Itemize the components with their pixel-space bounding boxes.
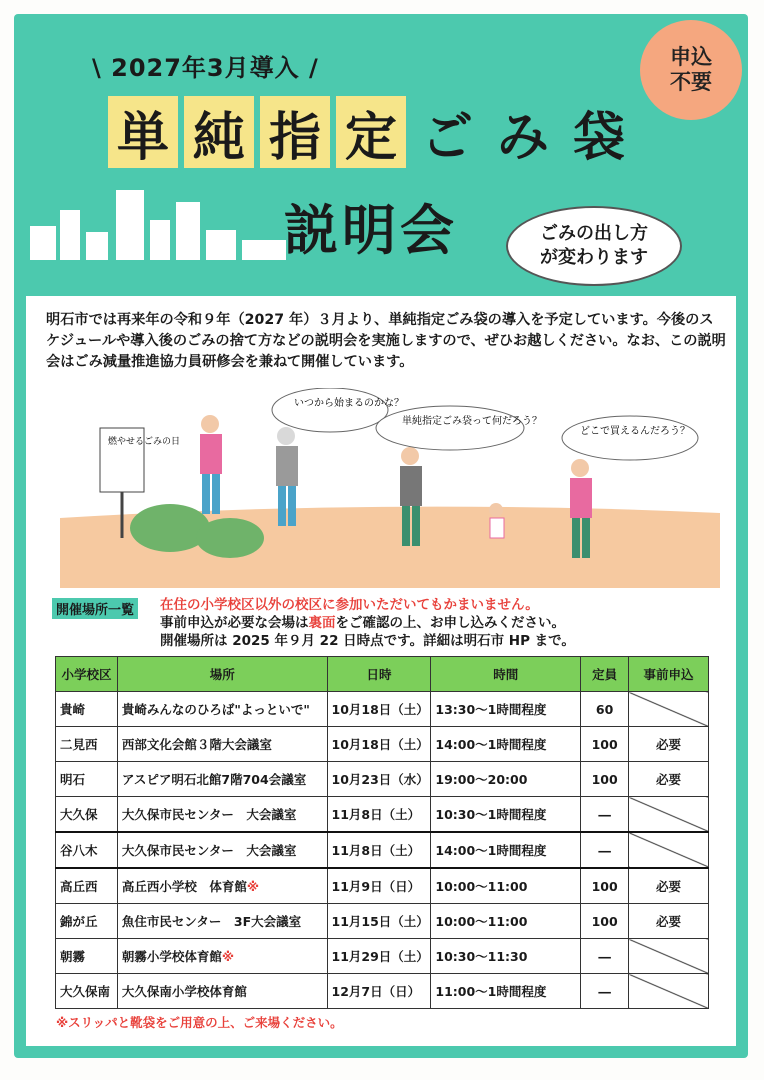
cell-area: 谷八木 <box>56 832 118 868</box>
speech-bubble <box>272 388 388 432</box>
title-char: 袋 <box>572 107 625 168</box>
header-apply: 事前申込 <box>629 657 709 692</box>
table-header-row <box>56 657 709 692</box>
cell-capacity: 100 <box>581 762 629 797</box>
cell-capacity: 100 <box>581 868 629 904</box>
cell-date: 11月8日（土） <box>327 832 431 868</box>
table-row <box>56 868 709 904</box>
table-row <box>56 762 709 797</box>
cell-place: 大久保市民センター 大会議室 <box>117 797 327 833</box>
speech-bubble <box>376 406 524 450</box>
table-row <box>56 727 709 762</box>
city-skyline-illustration <box>30 190 290 260</box>
cell-capacity: 100 <box>581 904 629 939</box>
cell-time: 14:00～1時間程度 <box>431 832 581 868</box>
title-char: 単 <box>108 96 178 168</box>
title-char: 指 <box>260 96 330 168</box>
table-row <box>56 692 709 727</box>
cell-area: 高丘西 <box>56 868 118 904</box>
cell-area: 明石 <box>56 762 118 797</box>
cell-capacity: ― <box>581 832 629 868</box>
cell-time: 14:00～1時間程度 <box>431 727 581 762</box>
cell-date: 10月18日（土） <box>327 692 431 727</box>
table-row <box>56 974 709 1009</box>
table-row <box>56 832 709 868</box>
person-icon <box>201 415 219 433</box>
cell-apply <box>629 974 709 1009</box>
cell-date: 11月15日（土） <box>327 904 431 939</box>
main-title <box>108 96 634 168</box>
cell-apply <box>629 939 709 974</box>
cell-area: 大久保南 <box>56 974 118 1009</box>
footnote: ※スリッパと靴袋をご用意の上、ご来場ください。 <box>56 1015 343 1030</box>
cell-apply <box>629 797 709 833</box>
person-icon <box>571 459 589 477</box>
cell-place: 西部文化会館３階大会議室 <box>117 727 327 762</box>
people-illustration <box>60 388 720 588</box>
cell-capacity: ― <box>581 974 629 1009</box>
title-char: ご <box>420 107 473 168</box>
header-date: 日時 <box>327 657 431 692</box>
cell-time: 13:30～1時間程度 <box>431 692 581 727</box>
cell-place: 貴崎みんなのひろば"よっといで" <box>117 692 327 727</box>
cell-apply <box>629 692 709 727</box>
cell-date: 11月29日（土） <box>327 939 431 974</box>
child-icon <box>489 503 503 517</box>
cell-area: 朝霧 <box>56 939 118 974</box>
title-char: み <box>496 107 549 168</box>
cell-date: 11月9日（日） <box>327 868 431 904</box>
bubble-line1: ごみの出し方 <box>540 223 648 244</box>
table-row <box>56 904 709 939</box>
cell-date: 10月23日（水） <box>327 762 431 797</box>
garbage-bag-icon <box>130 504 210 552</box>
cell-area: 二見西 <box>56 727 118 762</box>
cell-time: 11:00～1時間程度 <box>431 974 581 1009</box>
change-speech-bubble <box>506 206 682 286</box>
person-icon <box>401 447 419 465</box>
cell-date: 10月18日（土） <box>327 727 431 762</box>
cell-place: 大久保市民センター 大会議室 <box>117 832 327 868</box>
cell-place: 魚住市民センター 3F大会議室 <box>117 904 327 939</box>
venue-list-label: 開催場所一覧 <box>52 598 138 619</box>
header-capacity: 定員 <box>581 657 629 692</box>
cell-place: 朝霧小学校体育館※ <box>117 939 327 974</box>
note-line3: 開催場所は 2025 年９月 22 日時点です。詳細は明石市 HP まで。 <box>160 633 575 649</box>
speech-bubble <box>562 416 698 460</box>
sign-text: 燃やせるごみの日 <box>108 437 181 447</box>
cell-apply: 必要 <box>629 762 709 797</box>
speech-text: どこで買えるんだろう？ <box>580 426 690 437</box>
cell-area: 錦が丘 <box>56 904 118 939</box>
cell-capacity: 100 <box>581 727 629 762</box>
cell-place: 大久保南小学校体育館 <box>117 974 327 1009</box>
cell-apply: 必要 <box>629 868 709 904</box>
badge-line2: 不要 <box>670 70 712 94</box>
cell-capacity: ― <box>581 797 629 833</box>
cell-time: 19:00～20:00 <box>431 762 581 797</box>
person-icon <box>277 427 295 445</box>
table-row <box>56 797 709 833</box>
cell-place: 高丘西小学校 体育館※ <box>117 868 327 904</box>
speech-text: いつから始まるのかな？ <box>294 398 404 409</box>
note-line2: 事前申込が必要な会場は裏面をご確認の上、お申し込みください。 <box>160 615 565 631</box>
badge-line1: 申込 <box>670 45 712 69</box>
header-area: 小学校区 <box>56 657 118 692</box>
header-place: 場所 <box>117 657 327 692</box>
cell-time: 10:30～1時間程度 <box>431 797 581 833</box>
title-char: 定 <box>336 96 406 168</box>
cell-time: 10:00～11:00 <box>431 868 581 904</box>
cell-time: 10:00～11:00 <box>431 904 581 939</box>
cell-apply: 必要 <box>629 904 709 939</box>
cell-area: 大久保 <box>56 797 118 833</box>
cell-capacity: 60 <box>581 692 629 727</box>
cell-place: アスピア明石北館7階704会議室 <box>117 762 327 797</box>
title-char: 純 <box>184 96 254 168</box>
header-time: 時間 <box>431 657 581 692</box>
note-line1: 在住の小学校区以外の校区に参加いただいてもかまいません。 <box>160 597 539 613</box>
cell-apply: 必要 <box>629 727 709 762</box>
title-briefing: 説明会 <box>284 199 458 262</box>
cell-apply <box>629 832 709 868</box>
cell-area: 貴崎 <box>56 692 118 727</box>
cell-capacity: ― <box>581 939 629 974</box>
venue-notes <box>160 596 575 650</box>
intro-date-subtitle: \ 2027年3月導入 / <box>92 54 319 82</box>
cell-date: 11月8日（土） <box>327 797 431 833</box>
bubble-line2: が変わります <box>540 247 648 268</box>
cell-date: 12月7日（日） <box>327 974 431 1009</box>
cell-time: 10:30～11:30 <box>431 939 581 974</box>
venue-table <box>55 656 709 1009</box>
table-row <box>56 939 709 974</box>
intro-paragraph: 明石市では再来年の令和９年（2027 年）３月より、単純指定ごみ袋の導入を予定しています。今後のスケジュールや導入後のごみの捨て方などの説明会を実施しますので、ぜひお越しください。なお、この説明会はごみ減量推進協力員研修会を兼ねて開催しています。 <box>46 312 726 370</box>
no-application-badge <box>640 20 742 120</box>
speech-text: 単純指定ごみ袋って何だろう？ <box>402 416 542 427</box>
